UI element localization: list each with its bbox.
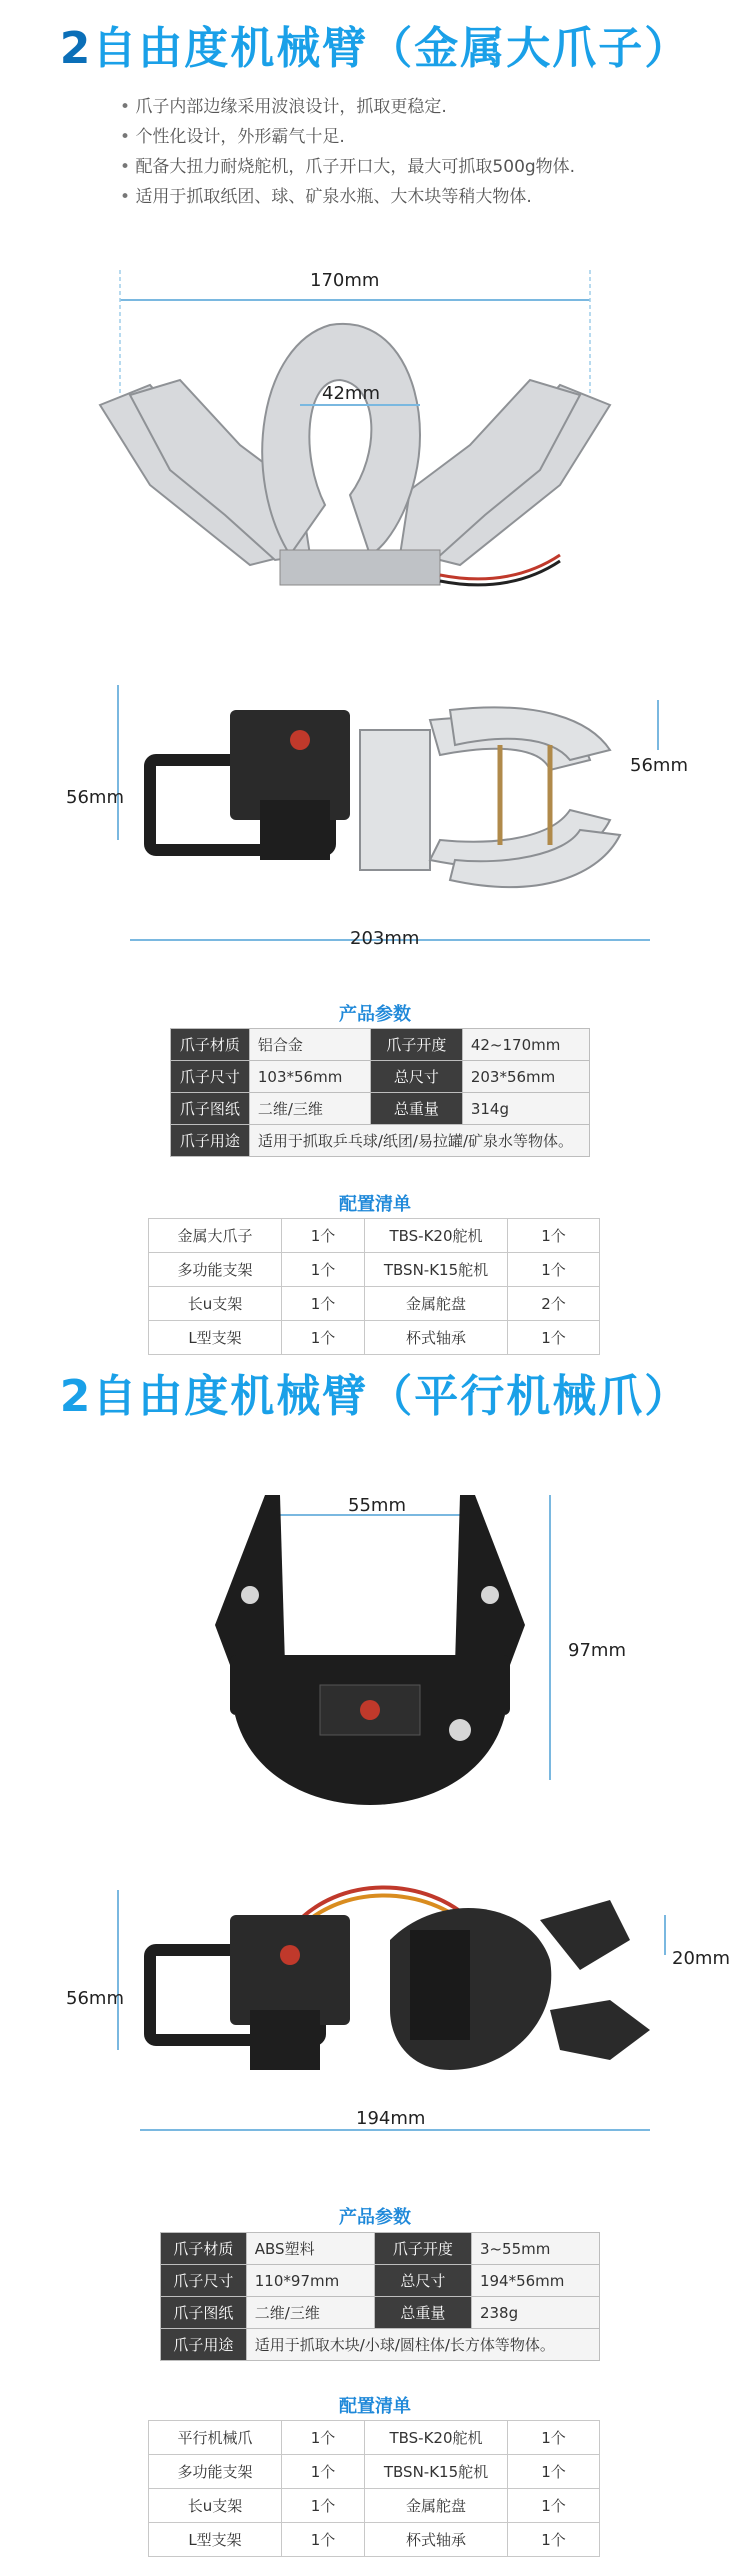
config-qty: 1个: [282, 1253, 365, 1287]
config-table: [148, 1218, 600, 1355]
table-row: [171, 1125, 590, 1157]
param-value: 42~170mm: [462, 1029, 589, 1061]
metal-claw-front-image: [90, 255, 650, 595]
dim-height: 97mm: [568, 1640, 626, 1661]
config-title: 配置清单: [339, 1194, 411, 1215]
table-row: [161, 2297, 600, 2329]
param-key: 爪子图纸: [171, 1093, 250, 1125]
param-key: 爪子材质: [161, 2233, 247, 2265]
dim-inner: 55mm: [348, 1495, 406, 1516]
table-row: [149, 1219, 600, 1253]
param-key: 爪子尺寸: [161, 2265, 247, 2297]
param-key: 爪子开度: [374, 2233, 471, 2265]
param-key: 总重量: [370, 1093, 462, 1125]
config-qty: 1个: [282, 2455, 365, 2489]
dim-inner: 42mm: [322, 383, 380, 404]
title-number: 2: [59, 1371, 93, 1422]
config-qty: 1个: [282, 2489, 365, 2523]
config-qty: 1个: [282, 1219, 365, 1253]
param-value: 适用于抓取木块/小球/圆柱体/长方体等物体。: [246, 2329, 599, 2361]
param-key: 爪子图纸: [161, 2297, 247, 2329]
table-row: [149, 1321, 600, 1355]
param-value: 314g: [462, 1093, 589, 1125]
config-qty: 1个: [508, 1219, 600, 1253]
section2-title: [0, 1360, 750, 1424]
table-row: [161, 2233, 600, 2265]
parallel-claw-front-image: [190, 1475, 610, 1805]
feature-list: [120, 92, 680, 212]
param-key: 爪子用途: [171, 1125, 250, 1157]
config-item: 平行机械爪: [149, 2421, 282, 2455]
table-row: [149, 2455, 600, 2489]
table-row: [171, 1093, 590, 1125]
dim-length: 194mm: [356, 2108, 426, 2129]
feature-item: • 适用于抓取纸团、球、矿泉水瓶、大木块等稍大物体.: [120, 182, 680, 212]
param-value: 3~55mm: [471, 2233, 599, 2265]
config-table: [148, 2420, 600, 2557]
table-row: [149, 2523, 600, 2557]
title-text: 自由度机械臂（金属大爪子）: [92, 23, 691, 74]
config-qty: 1个: [282, 2421, 365, 2455]
section1-title: [0, 12, 750, 76]
table-row: [149, 1253, 600, 1287]
param-value: 二维/三维: [249, 1093, 370, 1125]
table-row: [149, 2421, 600, 2455]
param-value: 110*97mm: [246, 2265, 374, 2297]
param-value: 194*56mm: [471, 2265, 599, 2297]
config-item: 长u支架: [149, 2489, 282, 2523]
config-item: 金属舵盘: [365, 1287, 508, 1321]
config-item: L型支架: [149, 2523, 282, 2557]
feature-item: • 配备大扭力耐烧舵机，爪子开口大，最大可抓取500g物体.: [120, 152, 680, 182]
config-item: TBS-K20舵机: [365, 2421, 508, 2455]
config-item: L型支架: [149, 1321, 282, 1355]
config-qty: 1个: [508, 2455, 600, 2489]
params-title: 产品参数: [339, 2207, 411, 2228]
config-title: 配置清单: [339, 2396, 411, 2417]
config-item: TBSN-K15舵机: [365, 2455, 508, 2489]
dim-open: 170mm: [310, 270, 380, 291]
dim-height-right: 20mm: [672, 1948, 730, 1969]
config-qty: 1个: [282, 1321, 365, 1355]
dim-height-left: 56mm: [66, 1988, 124, 2009]
param-value: 铝合金: [249, 1029, 370, 1061]
config-item: 多功能支架: [149, 2455, 282, 2489]
config-item: 多功能支架: [149, 1253, 282, 1287]
table-row: [161, 2329, 600, 2361]
param-key: 总重量: [374, 2297, 471, 2329]
dim-height-left: 56mm: [66, 787, 124, 808]
param-value: ABS塑料: [246, 2233, 374, 2265]
table-row: [161, 2265, 600, 2297]
param-key: 爪子材质: [171, 1029, 250, 1061]
param-key: 爪子开度: [370, 1029, 462, 1061]
param-value: 适用于抓取乒乓球/纸团/易拉罐/矿泉水等物体。: [249, 1125, 589, 1157]
params-table: [160, 2232, 600, 2361]
config-item: 金属大爪子: [149, 1219, 282, 1253]
param-key: 总尺寸: [374, 2265, 471, 2297]
config-qty: 1个: [508, 2489, 600, 2523]
params-table: [170, 1028, 590, 1157]
config-item: 杯式轴承: [365, 2523, 508, 2557]
table-row: [149, 2489, 600, 2523]
config-item: TBS-K20舵机: [365, 1219, 508, 1253]
title-text: 自由度机械臂（平行机械爪）: [92, 1371, 691, 1422]
feature-item: • 爪子内部边缘采用波浪设计，抓取更稳定.: [120, 92, 680, 122]
config-qty: 2个: [508, 1287, 600, 1321]
param-key: 爪子尺寸: [171, 1061, 250, 1093]
config-item: 金属舵盘: [365, 2489, 508, 2523]
dim-length: 203mm: [350, 928, 420, 949]
params-title: 产品参数: [339, 1004, 411, 1025]
metal-claw-side-image: [110, 650, 670, 950]
config-qty: 1个: [282, 1287, 365, 1321]
title-number: 2: [59, 23, 93, 74]
config-item: TBSN-K15舵机: [365, 1253, 508, 1287]
param-key: 爪子用途: [161, 2329, 247, 2361]
feature-item: • 个性化设计，外形霸气十足.: [120, 122, 680, 152]
config-qty: 1个: [508, 2421, 600, 2455]
config-qty: 1个: [508, 1253, 600, 1287]
dim-height-right: 56mm: [630, 755, 688, 776]
config-item: 长u支架: [149, 1287, 282, 1321]
config-item: 杯式轴承: [365, 1321, 508, 1355]
table-row: [149, 1287, 600, 1321]
param-key: 总尺寸: [370, 1061, 462, 1093]
param-value: 238g: [471, 2297, 599, 2329]
table-row: [171, 1029, 590, 1061]
table-row: [171, 1061, 590, 1093]
config-qty: 1个: [282, 2523, 365, 2557]
param-value: 103*56mm: [249, 1061, 370, 1093]
config-qty: 1个: [508, 1321, 600, 1355]
param-value: 二维/三维: [246, 2297, 374, 2329]
param-value: 203*56mm: [462, 1061, 589, 1093]
config-qty: 1个: [508, 2523, 600, 2557]
